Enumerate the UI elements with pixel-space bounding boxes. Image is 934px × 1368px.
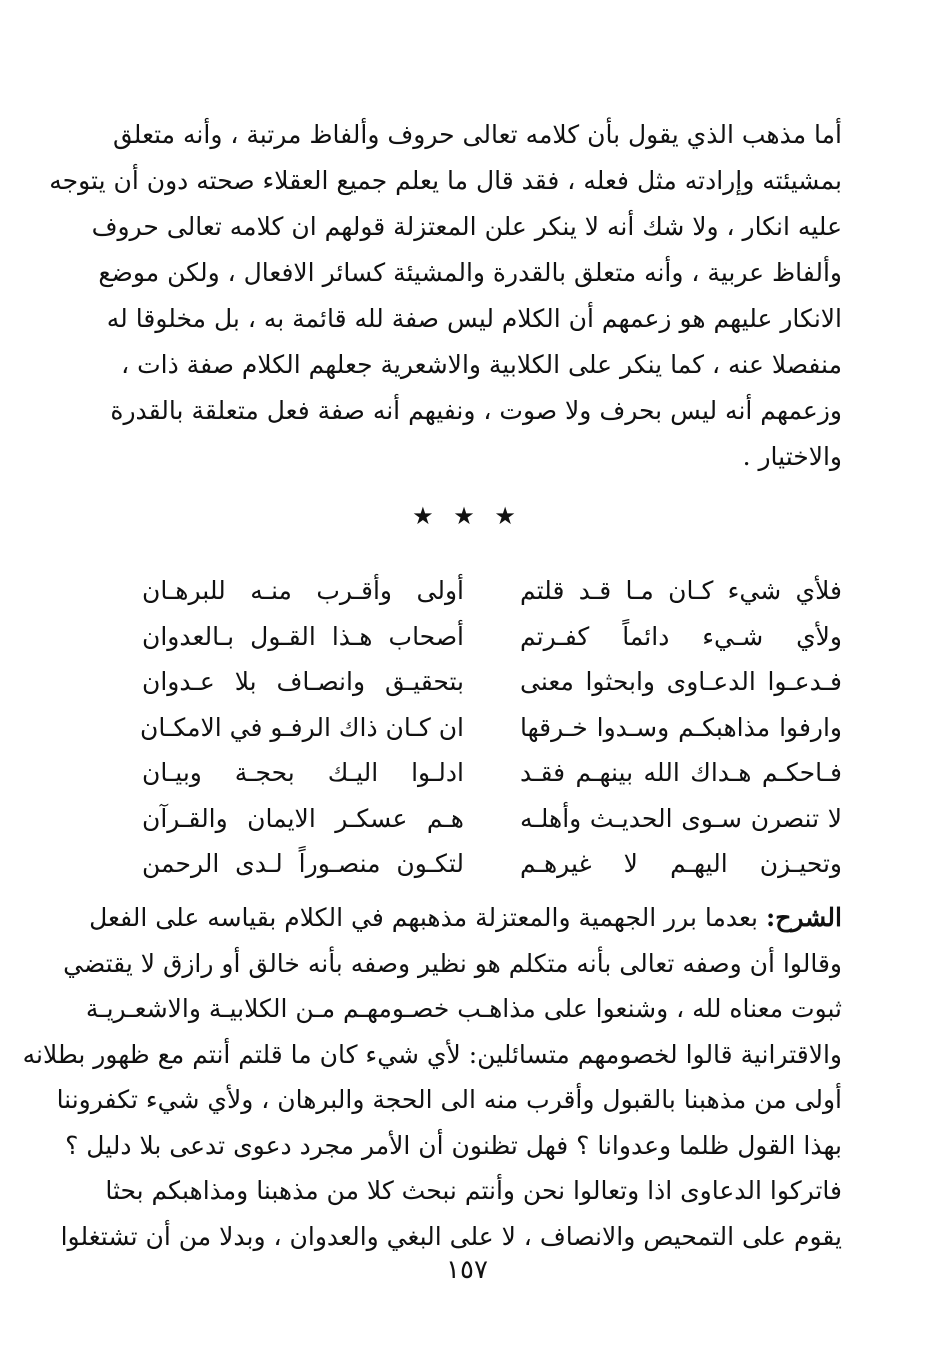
commentary-line: فاتركوا الدعاوى اذا وتعالوا نحن وأنتم نبحث كلا من مذهبنا ومذاهبكم بحثا: [105, 1176, 842, 1205]
paragraph-line: وألفاظ عربية ، وأنه متعلق بالقدرة والمشيئة كسائر الافعال ، ولكن موضع: [98, 258, 842, 287]
paragraph-line: والاختيار .: [742, 442, 842, 471]
verse-first-hemistich: فلأي شيء كـان مـا قـد قلتم: [520, 576, 842, 605]
verse-second-hemistich: أصحاب هـذا القـول بـالعدوان: [142, 621, 464, 651]
poem-verse: [142, 614, 842, 660]
commentary-line: أولى من مذهبنا بالقبول وأقرب منه الى الحجة والبرهان ، ولأي شيء تكفروننا: [56, 1085, 842, 1114]
verse-second-hemistich: ان كـان ذاك الرفـو في الامكـان: [140, 712, 464, 742]
paragraph-line: منفصلا عنه ، كما ينكر على الكلابية والاشعرية جعلهم الكلام صفة ذات ،: [121, 350, 842, 379]
paragraph-line: الانكار عليهم هو زعمهم أن الكلام ليس صفة لله قائمة به ، بل مخلوقا له: [106, 304, 842, 333]
poem-verse: [142, 750, 842, 796]
poem-verse: [142, 841, 842, 887]
verse-first-hemistich: فـاحكـم هـداك الله بينهـم فقـد: [520, 758, 842, 787]
verse-second-hemistich: بتحقيـق وانصـاف بلا عـدوان: [142, 667, 464, 696]
verse-second-hemistich: لتكـون منصـوراً لـدى الرحمن: [142, 849, 464, 878]
commentary-line: بهذا القول ظلما وعدوانا ؟ فهل تظنون أن الأمر مجرد دعوى تدعى بلا دليل ؟: [65, 1130, 842, 1160]
paragraph-line: أما مذهب الذي يقول بأن كلامه تعالى حروف وألفاظ مرتبة ، وأنه متعلق: [112, 120, 842, 149]
commentary-line: والاقترانية قالوا لخصومهم متسائلين: لأي شيء كان ما قلتم أنتم مع ظهور بطلانه: [22, 1039, 842, 1069]
poem: [142, 568, 842, 887]
verse-second-hemistich: هـم عسكـر الايمان والقـرآن: [142, 803, 464, 833]
commentary: [22, 895, 842, 1259]
commentary-line: وقالوا أن وصفه تعالى بأنه متكلم هو نظير وصفه بأنه خالق أو رازق لا يقتضي: [63, 948, 842, 978]
verse-second-hemistich: ادلـوا اليـك بحجـة وبيـان: [142, 758, 464, 787]
paragraph-line: وزعمهم أنه ليس بحرف ولا صوت ، ونفيهم أنه صفة فعل متعلقة بالقدرة: [110, 396, 842, 425]
verse-first-hemistich: ولأي شـيء دائماً كفـرتم: [520, 621, 842, 651]
poem-verse: [142, 796, 842, 842]
commentary-label: الشرح:: [765, 903, 842, 932]
commentary-first-line: [89, 895, 842, 941]
commentary-line: يقوم على التمحيص والانصاف ، لا على البغي والعدوان ، وبدلا من أن تشتغلوا: [60, 1221, 842, 1251]
paragraph-line: بمشيئته وإرادته مثل فعله ، فقد قال ما يعلم جميع العقلاء صحته دون أن يتوجه: [49, 166, 842, 195]
commentary-first-line-text: بعدما برر الجهمية والمعتزلة مذهبهم في الكلام بقياسه على الفعل: [89, 903, 759, 932]
paragraph-line: عليه انكار ، ولا شك أنه لا ينكر علن المعتزلة قولهم ان كلامه تعالى حروف: [91, 212, 842, 241]
commentary-line: ثبوت معناه لله ، وشنعوا على مذاهـب خصـومهـم مـن الكلابيـة والاشعـريـة: [85, 994, 842, 1023]
verse-first-hemistich: لا تنصرن سـوى الحديـث وأهلـه: [520, 803, 842, 833]
verse-second-hemistich: أولى وأقـرب منـه للبرهـان: [142, 576, 464, 605]
poem-verse: [142, 705, 842, 751]
verse-first-hemistich: وتحيـزن اليهـم لا غيرهـم: [520, 849, 842, 878]
page-number: ١٥٧: [446, 1255, 488, 1285]
section-separator: ★ ★ ★: [412, 502, 522, 530]
poem-verse: [142, 659, 842, 705]
poem-verse: [142, 568, 842, 614]
verse-first-hemistich: فـدعـوا الدعـاوى وابحثوا معنى: [520, 667, 842, 696]
paragraph-top: [49, 112, 842, 480]
verse-first-hemistich: وارفوا مذاهبكـم وسـدوا خـرقها: [520, 712, 842, 742]
